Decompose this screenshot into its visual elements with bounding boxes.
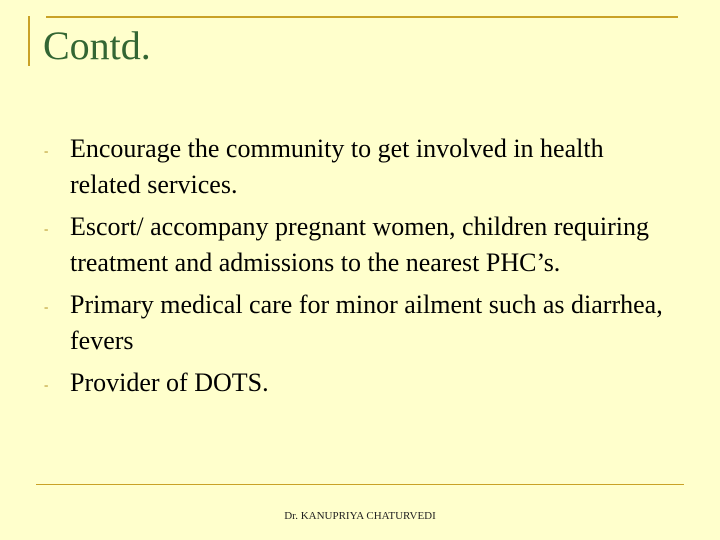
top-divider	[46, 16, 678, 18]
dash-bullet-icon: -	[44, 143, 49, 158]
bullet-text: Escort/ accompany pregnant women, children requiring treatment and admissions to the nearest PHC’s.	[70, 212, 650, 277]
bullet-text: Primary medical care for minor ailment such as diarrhea, fevers	[70, 290, 663, 355]
bullet-list	[40, 131, 680, 407]
bullet-text: Encourage the community to get involved in health related services.	[70, 134, 604, 199]
bullet-item	[40, 209, 680, 281]
dash-bullet-icon: -	[44, 221, 49, 236]
dash-bullet-icon: -	[44, 377, 49, 392]
bullet-item	[40, 131, 680, 203]
bottom-divider	[36, 484, 684, 485]
footer-author: Dr. KANUPRIYA CHATURVEDI	[284, 510, 436, 522]
slide-title: Contd.	[43, 23, 151, 68]
bullet-item	[40, 287, 680, 359]
left-divider	[28, 16, 30, 66]
dash-bullet-icon: -	[44, 299, 49, 314]
bullet-text: Provider of DOTS.	[70, 368, 269, 397]
bullet-item	[40, 365, 680, 401]
